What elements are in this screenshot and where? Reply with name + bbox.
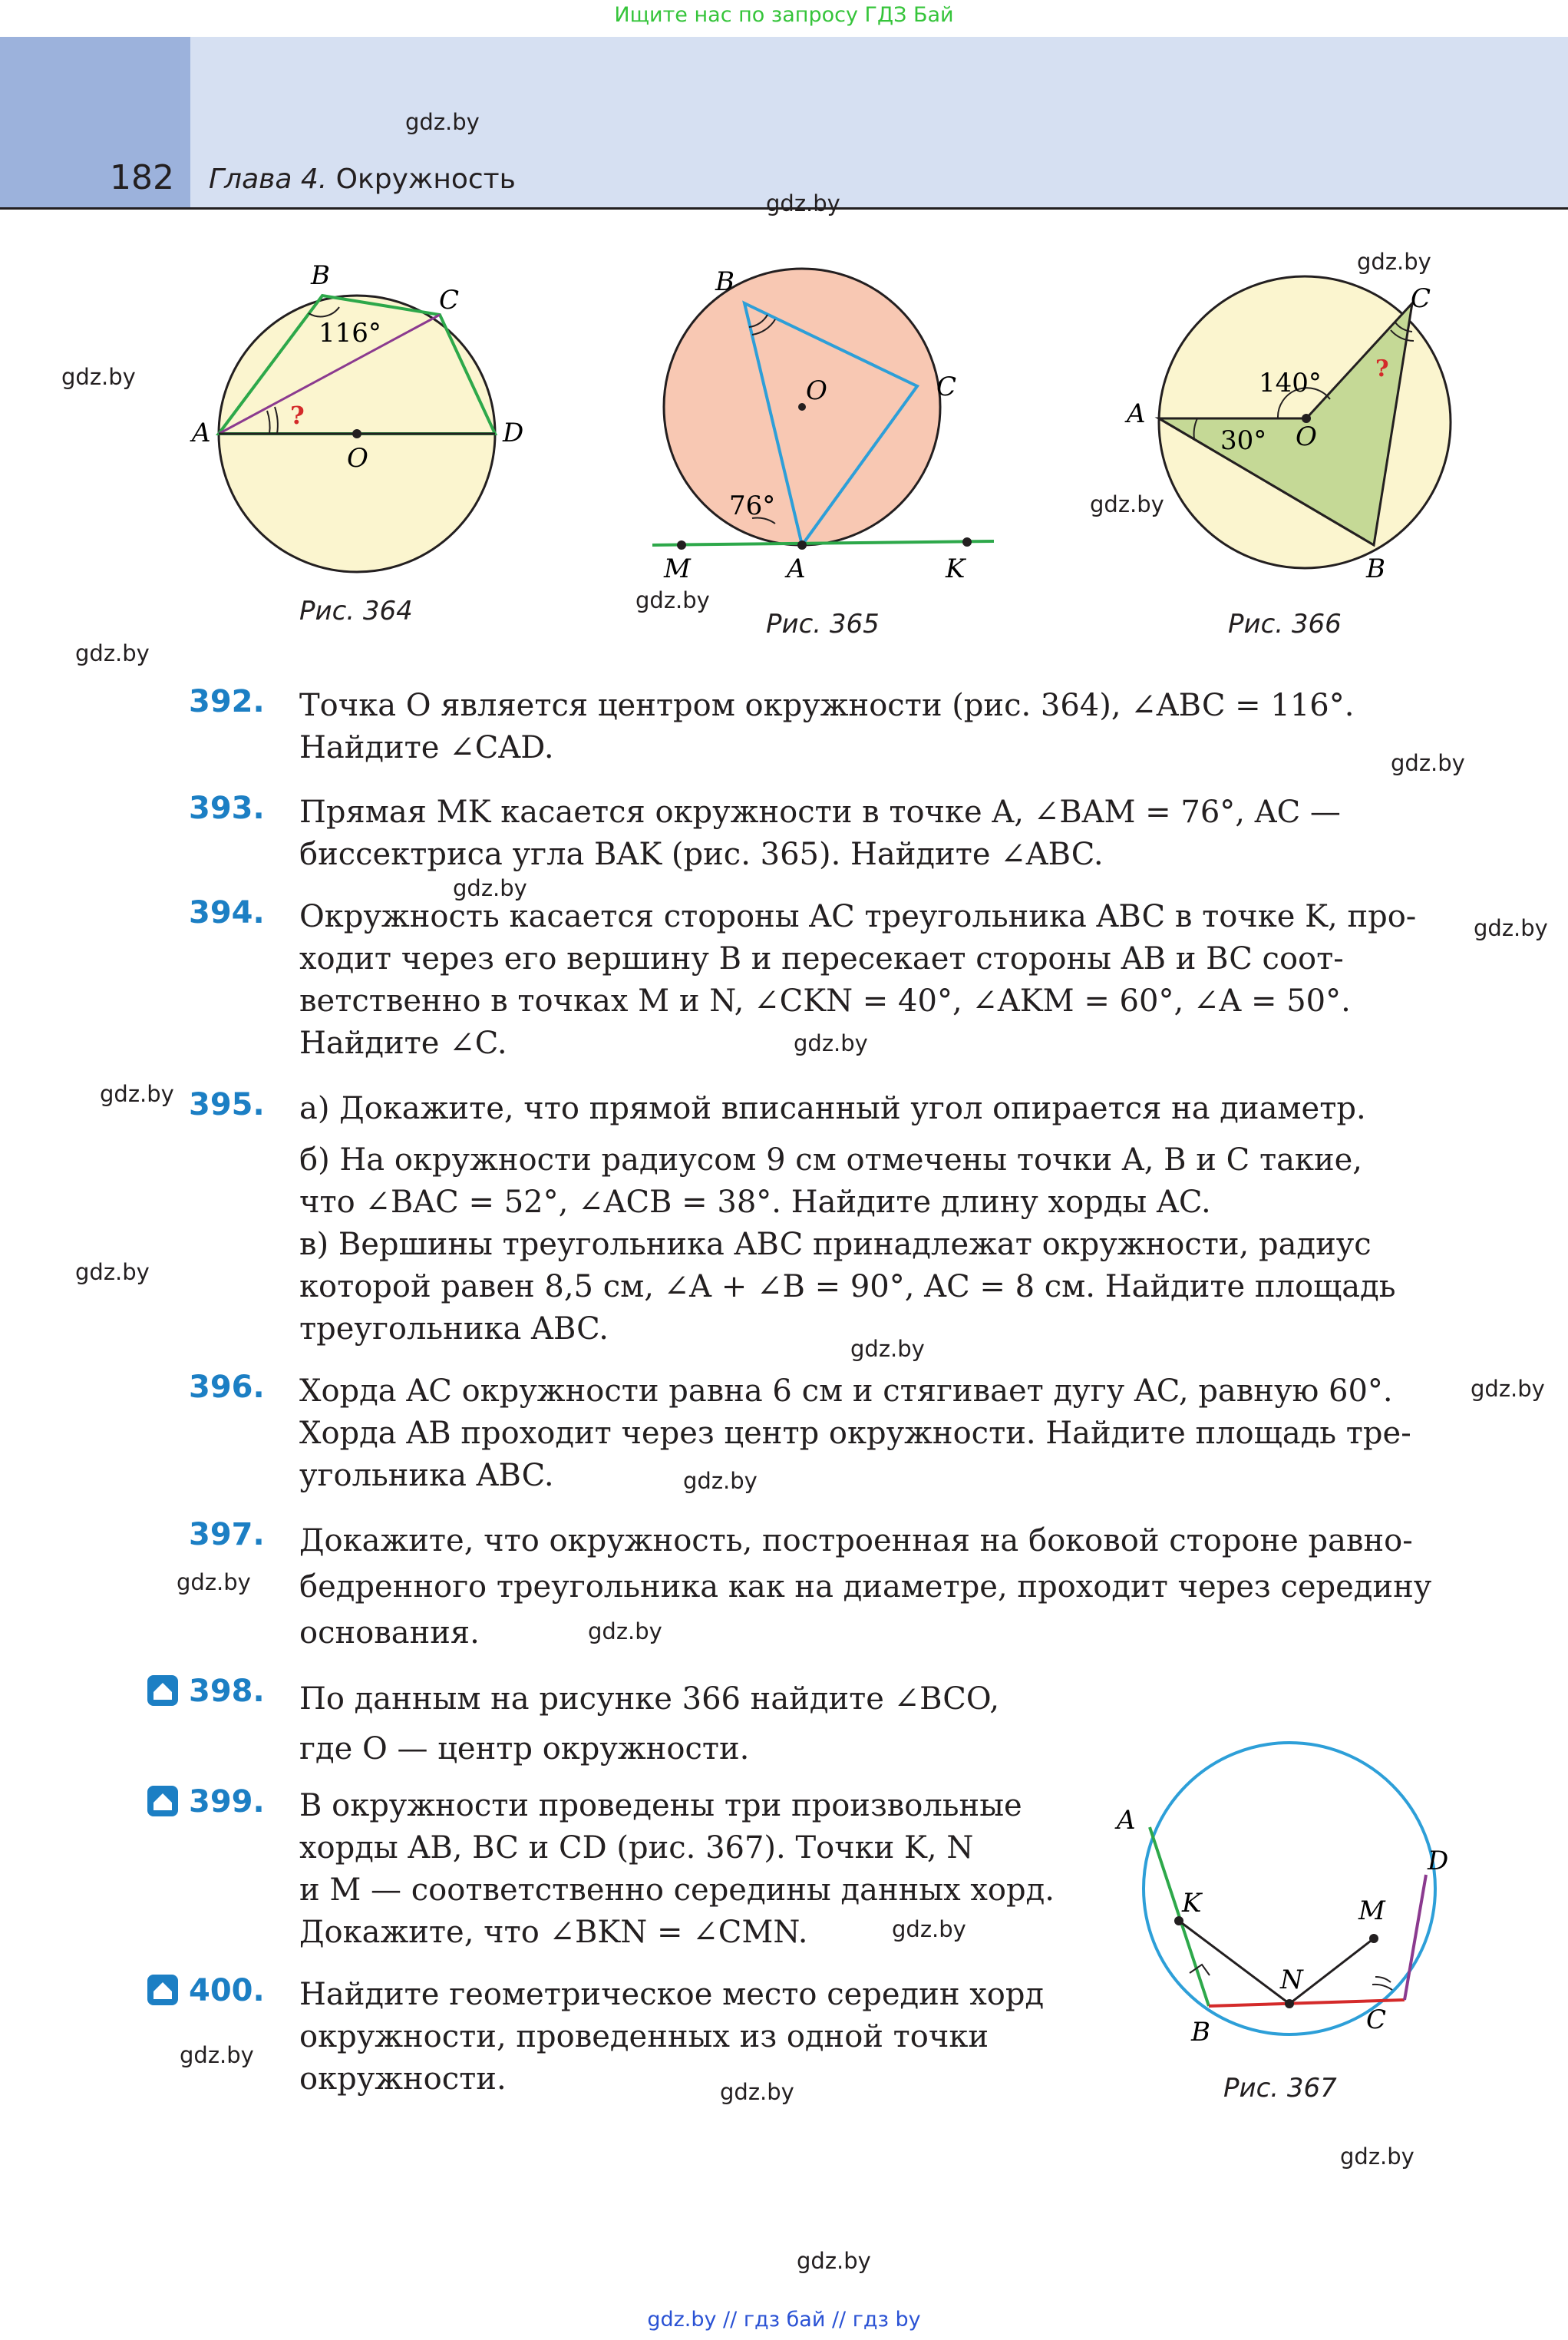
- top-banner: Ищите нас по запросу ГДЗ Бай: [614, 3, 954, 27]
- label-K: K: [1182, 1888, 1202, 1919]
- problem-line: Прямая MK касается окружности в точке A, ∠BAM = 76°, AC —: [299, 795, 1341, 830]
- angle-30: 30°: [1220, 425, 1267, 456]
- problem-line: ходит через его вершину B и пересекает стороны AB и BC соот-: [299, 941, 1344, 977]
- label-O: O: [1296, 421, 1317, 452]
- label-A: A: [1127, 398, 1146, 429]
- watermark: gdz.by: [766, 190, 840, 216]
- watermark: gdz.by: [797, 2248, 871, 2274]
- problem-line: Хорда AB проходит через центр окружности. Найдите площадь тре-: [299, 1416, 1411, 1451]
- problem-line: биссектриса угла BAK (рис. 365). Найдите ∠ABC.: [299, 837, 1104, 872]
- problem-line: а) Докажите, что прямой вписанный угол опирается на диаметр.: [299, 1091, 1366, 1126]
- problem-400: [299, 1974, 1079, 2100]
- caption-366: Рис. 366: [1228, 609, 1342, 640]
- home-task-icon: [146, 1784, 180, 1818]
- problem-line: где O — центр окружности.: [299, 1731, 750, 1767]
- label-O: O: [347, 443, 368, 474]
- problem-line: Точка O является центром окружности (рис. 364), ∠ABC = 116°.: [299, 688, 1355, 723]
- problem-number: 397.: [189, 1517, 265, 1552]
- problem-line: По данным на рисунке 366 найдите ∠BCO,: [299, 1681, 1000, 1717]
- watermark: gdz.by: [1090, 491, 1164, 517]
- problem-line: треугольника ABC.: [299, 1311, 609, 1347]
- label-K: K: [946, 554, 966, 584]
- problem-line: что ∠BAC = 52°, ∠ACB = 38°. Найдите длину хорды AC.: [299, 1185, 1211, 1220]
- caption-367: Рис. 367: [1223, 2073, 1337, 2104]
- problem-line: в) Вершины треугольника ABC принадлежат окружности, радиус: [299, 1227, 1372, 1262]
- label-B: B: [1366, 554, 1385, 584]
- problem-line: Найдите геометрическое место середин хорд: [299, 1977, 1045, 2012]
- home-task-icon: [146, 1674, 180, 1707]
- problem-399: [299, 1785, 1079, 1954]
- watermark: gdz.by: [683, 1468, 758, 1494]
- question-mark: ?: [290, 401, 305, 430]
- watermark: gdz.by: [75, 1259, 150, 1285]
- problem-number: 394.: [189, 895, 265, 930]
- caption-365: Рис. 365: [766, 609, 880, 640]
- watermark: gdz.by: [1471, 1376, 1545, 1402]
- problem-line: Докажите, что ∠BKN = ∠CMN.: [299, 1915, 808, 1950]
- problem-line: Хорда AC окружности равна 6 см и стягивает дугу AC, равную 60°.: [299, 1373, 1393, 1409]
- problem-line: угольника ABC.: [299, 1458, 554, 1493]
- problem-393: [299, 792, 1451, 876]
- figure-364: [177, 261, 560, 614]
- chapter-title: [209, 164, 516, 195]
- label-D: D: [1428, 1846, 1449, 1876]
- watermark: gdz.by: [177, 1569, 251, 1595]
- page-number: 182: [110, 158, 174, 197]
- label-O: O: [806, 375, 827, 406]
- label-A: A: [1117, 1805, 1136, 1836]
- watermark: gdz.by: [720, 2079, 794, 2105]
- watermark: gdz.by: [1474, 915, 1548, 941]
- problem-line: и M — соответственно середины данных хорд.: [299, 1872, 1055, 1908]
- problem-number: 393.: [189, 791, 265, 826]
- home-task-icon: [146, 1973, 180, 2007]
- watermark: gdz.by: [75, 640, 150, 666]
- problem-number: 392.: [189, 684, 265, 719]
- label-C: C: [439, 285, 460, 316]
- figure-367: [1105, 1727, 1474, 2065]
- problem-line: хорды AB, BC и CD (рис. 367). Точки K, N: [299, 1830, 974, 1866]
- problem-line: основания.: [299, 1615, 480, 1651]
- watermark: gdz.by: [850, 1336, 925, 1362]
- problem-line: б) На окружности радиусом 9 см отмечены точки A, B и C такие,: [299, 1142, 1362, 1178]
- caption-364: Рис. 364: [299, 596, 413, 626]
- angle-label: 76°: [729, 491, 776, 521]
- problem-line: окружности, проведенных из одной точки: [299, 2019, 989, 2054]
- angle-140: 140°: [1259, 368, 1322, 398]
- figure-366: [1113, 261, 1512, 599]
- problem-line: Докажите, что окружность, построенная на боковой стороне равно-: [299, 1523, 1413, 1558]
- watermark: gdz.by: [588, 1618, 662, 1644]
- label-C: C: [1366, 2005, 1387, 2035]
- figure-365: [645, 261, 1013, 599]
- watermark: gdz.by: [61, 364, 136, 390]
- problem-line: которой равен 8,5 см, ∠A + ∠B = 90°, AC = 8 см. Найдите площадь: [299, 1269, 1396, 1304]
- problem-396: [299, 1370, 1451, 1497]
- problem-number: 400.: [189, 1973, 265, 2008]
- problem-395: [299, 1088, 1451, 1350]
- problem-392: [299, 685, 1451, 769]
- problem-line: бедренного треугольника как на диаметре, проходит через середину: [299, 1569, 1432, 1605]
- problem-number: 396.: [189, 1370, 265, 1405]
- label-B: B: [311, 261, 330, 291]
- footer: gdz.by // гдз бай // гдз by: [647, 2308, 921, 2332]
- question-mark: ?: [1375, 355, 1389, 382]
- problem-number: 395.: [189, 1087, 265, 1122]
- problem-397: [299, 1518, 1451, 1656]
- label-D: D: [503, 418, 524, 448]
- label-B: B: [715, 266, 734, 297]
- problem-number: 398.: [189, 1674, 265, 1709]
- problem-line: Окружность касается стороны AC треугольника ABC в точке K, про-: [299, 899, 1417, 934]
- label-A: A: [192, 418, 211, 448]
- label-C: C: [1411, 283, 1431, 314]
- label-C: C: [936, 372, 957, 402]
- label-B: B: [1191, 2017, 1210, 2048]
- watermark: gdz.by: [1357, 249, 1431, 275]
- watermark: gdz.by: [405, 109, 480, 135]
- problem-line: Найдите ∠C.: [299, 1026, 507, 1061]
- watermark: gdz.by: [180, 2042, 254, 2068]
- chapter-name: Окружность: [335, 164, 516, 195]
- watermark: gdz.by: [100, 1081, 174, 1107]
- label-N: N: [1280, 1965, 1303, 1995]
- problem-line: окружности.: [299, 2061, 507, 2097]
- label-M: M: [1358, 1895, 1385, 1926]
- label-M: M: [664, 554, 691, 584]
- label-A: A: [787, 554, 806, 584]
- watermark: gdz.by: [635, 587, 710, 613]
- watermark: gdz.by: [453, 875, 527, 901]
- chapter-prefix: Глава 4.: [209, 164, 328, 195]
- watermark: gdz.by: [1391, 750, 1465, 776]
- watermark: gdz.by: [794, 1030, 868, 1056]
- problem-line: В окружности проведены три произвольные: [299, 1788, 1022, 1823]
- problem-398: [299, 1674, 1079, 1774]
- problem-line: ветственно в точках M и N, ∠CKN = 40°, ∠AKM = 60°, ∠A = 50°.: [299, 983, 1351, 1019]
- problem-394: [299, 896, 1451, 1065]
- watermark: gdz.by: [892, 1916, 966, 1942]
- problem-number: 399.: [189, 1784, 265, 1819]
- angle-label: 116°: [319, 318, 381, 349]
- problem-line: Найдите ∠CAD.: [299, 730, 554, 765]
- watermark: gdz.by: [1340, 2143, 1415, 2170]
